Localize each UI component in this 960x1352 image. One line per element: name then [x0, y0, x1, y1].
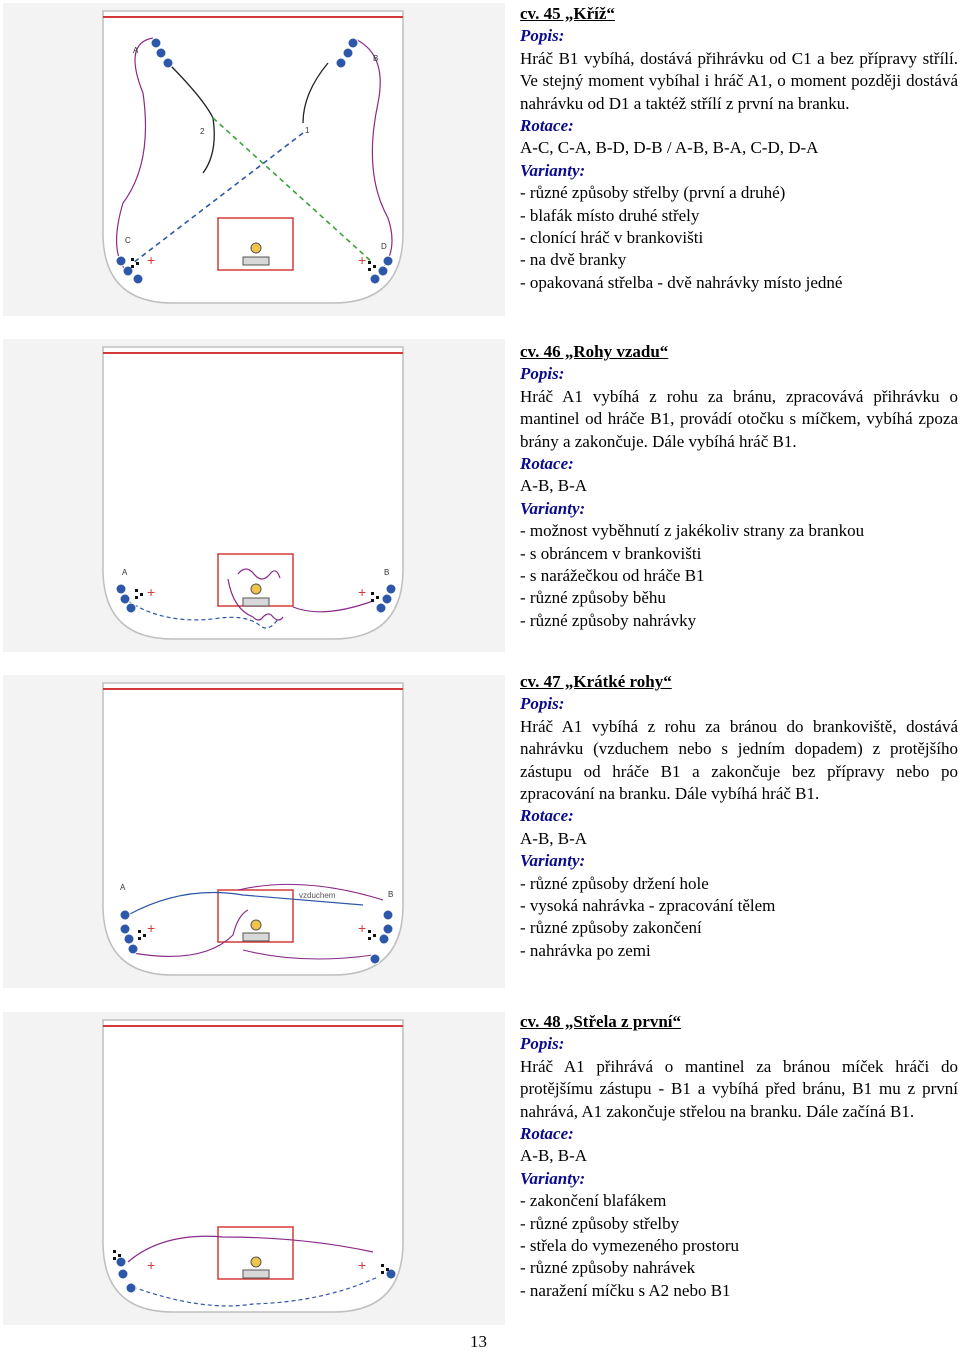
rotation-value: A-B, B-A	[520, 1146, 588, 1166]
exercise-45	[520, 3, 958, 294]
variant-item: - různé způsoby nahrávek	[520, 1258, 696, 1278]
varianty-label: Varianty:	[520, 1168, 586, 1188]
variant-item: - různé způsoby zakončení	[520, 918, 702, 938]
diagram-letter-b: B	[373, 54, 379, 63]
variant-item: - střela do vymezeného prostoru	[520, 1236, 740, 1256]
rotation-value: A-C, C-A, B-D, D-B / A-B, B-A, C-D, D-A	[520, 138, 819, 158]
exercise-description: Hráč A1 vybíhá z rohu za bránou do brankoviště, dostává nahrávku (vzduchem nebo s jedním dopadem) z protějšího zástupu od hráče B1 a zakončuje bez přípravy nebo po zpracování na branku. Dále vybíhá hráč B1.	[520, 716, 958, 804]
variant-item: - zakončení blafákem	[520, 1191, 667, 1211]
exercise-description: Hráč A1 přihrává o mantinel za bránou míček hráči do protějšímu zástupu - B1 a vybíhá před bránu, B1 mu z první nahrává, A1 zakončuje střelou na branku. Dále začíná B1.	[520, 1056, 958, 1121]
exercise-description: Hráč A1 vybíhá z rohu za bránu, zpracovává přihrávku o mantinel od hráče B1, provádí otočku s míčkem, vybíhá zpoza brány a zakončuje. Dále vybíhá hráč B1.	[520, 386, 958, 451]
svg-text:+: +	[147, 584, 156, 600]
svg-text:+: +	[147, 1257, 156, 1273]
rotace-label: Rotace:	[520, 116, 574, 136]
variant-item: - možnost vyběhnutí z jakékoliv strany za brankou	[520, 521, 865, 541]
diagram-letter-a: A	[120, 883, 126, 892]
diagram-exercise-45	[3, 3, 505, 316]
variant-item: - clonící hráč v brankovišti	[520, 228, 704, 248]
rotace-label: Rotace:	[520, 806, 574, 826]
diagram-letter-b: B	[384, 568, 390, 577]
exercise-title: cv. 45 „Kříž“	[520, 4, 615, 23]
diagram-number: 2	[200, 127, 205, 136]
popis-label: Popis:	[520, 694, 565, 714]
popis-label: Popis:	[520, 26, 565, 46]
rotation-value: A-B, B-A	[520, 476, 588, 496]
diagram-letter-b: B	[388, 890, 394, 899]
page-number: 13	[470, 1332, 487, 1351]
diagram-exercise-47	[3, 675, 505, 988]
variant-item: - různé způsoby střelby	[520, 1213, 680, 1233]
svg-text:+: +	[358, 920, 367, 936]
exercise-title: cv. 47 „Krátké rohy“	[520, 672, 672, 691]
rotation-value: A-B, B-A	[520, 828, 588, 848]
varianty-label: Varianty:	[520, 498, 586, 518]
variant-item: - různé způsoby nahrávky	[520, 610, 697, 630]
variant-item: - vysoká nahrávka - zpracování tělem	[520, 896, 776, 916]
variant-item: - opakovaná střelba - dvě nahrávky místo jedné	[520, 272, 843, 292]
exercise-47	[520, 671, 958, 962]
exercise-48	[520, 1011, 958, 1302]
exercise-description: Hráč B1 vybíhá, dostává přihrávku od C1 a bez přípravy střílí. Ve stejný moment vybíhal i hráč A1, o moment později dostává nahrávku od D1 a taktéž střílí z první na branku.	[520, 48, 958, 113]
variant-item: - blafák místo druhé střely	[520, 205, 700, 225]
variant-item: - nahrávka po zemi	[520, 940, 651, 960]
variant-item: - různé způsoby střelby (první a druhé)	[520, 183, 786, 203]
rotace-label: Rotace:	[520, 454, 574, 474]
exercise-title: cv. 48 „Střela z první“	[520, 1012, 682, 1031]
variant-item: - s narážečkou od hráče B1	[520, 566, 705, 586]
diagram-exercise-48	[3, 1012, 505, 1325]
variant-item: - naražení míčku s A2 nebo B1	[520, 1280, 731, 1300]
diagram-annotation-air: vzduchem	[299, 891, 336, 900]
varianty-label: Varianty:	[520, 851, 586, 871]
diagram-exercise-46	[3, 339, 505, 652]
svg-text:+: +	[358, 252, 367, 268]
svg-text:+: +	[147, 252, 156, 268]
variant-item: - různé způsoby běhu	[520, 588, 666, 608]
diagram-number: 1	[305, 126, 310, 135]
diagram-letter-a: A	[133, 46, 139, 55]
varianty-label: Varianty:	[520, 160, 586, 180]
diagram-letter-c: C	[125, 236, 131, 245]
diagram-letter-a: A	[122, 568, 128, 577]
diagram-letter-d: D	[381, 242, 387, 251]
variant-item: - na dvě branky	[520, 250, 627, 270]
svg-text:+: +	[358, 1257, 367, 1273]
rotace-label: Rotace:	[520, 1124, 574, 1144]
popis-label: Popis:	[520, 1034, 565, 1054]
exercise-title: cv. 46 „Rohy vzadu“	[520, 342, 669, 361]
popis-label: Popis:	[520, 364, 565, 384]
exercise-46	[520, 341, 958, 632]
variant-item: - s obráncem v brankovišti	[520, 543, 702, 563]
svg-text:+: +	[358, 584, 367, 600]
svg-text:+: +	[147, 920, 156, 936]
variant-item: - různé způsoby držení hole	[520, 873, 709, 893]
